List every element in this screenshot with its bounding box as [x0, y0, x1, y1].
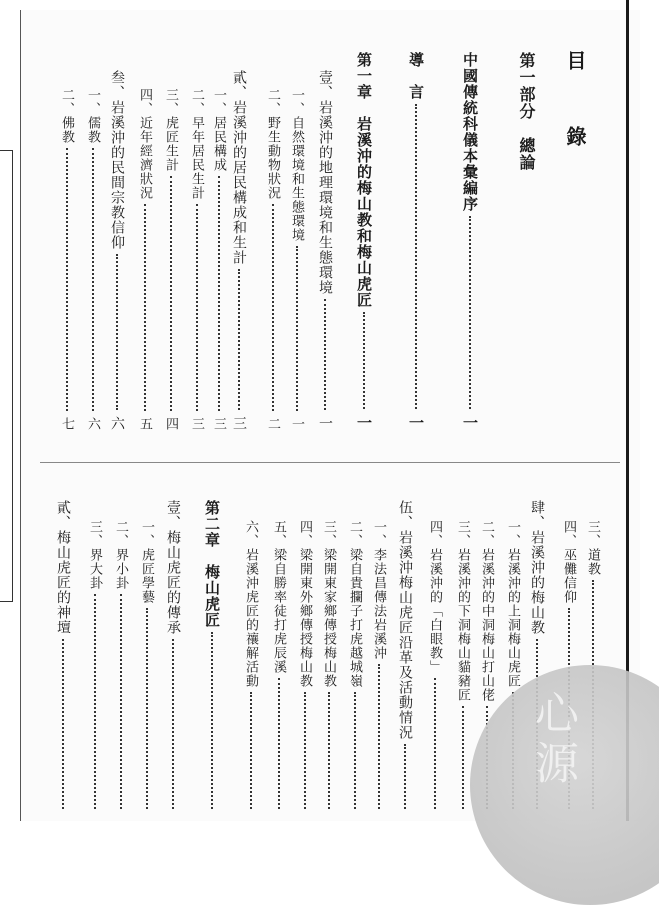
- dot-leader: [94, 594, 96, 809]
- toc-entry-page: 二: [265, 417, 280, 430]
- toc-entry[interactable]: [398, 500, 412, 815]
- dot-leader: [218, 176, 220, 411]
- section-divider: [40, 462, 620, 463]
- toc-entry-title: 三、界大卦: [87, 520, 102, 590]
- dot-leader: [278, 678, 280, 809]
- toc-entry-title: 第一部分 總論: [517, 52, 536, 171]
- toc-entry[interactable]: [166, 500, 180, 815]
- dot-leader: [415, 104, 417, 409]
- toc-entry-title: 五、梁自勝率徒打虎辰溪: [271, 520, 286, 674]
- toc-entry[interactable]: [266, 88, 279, 430]
- dot-leader: [304, 692, 306, 809]
- dot-leader: [170, 176, 172, 411]
- toc-entry[interactable]: [244, 520, 257, 815]
- toc-entry-page: 一: [317, 416, 333, 430]
- dot-leader: [296, 246, 298, 411]
- toc-entry-title: 二、早年居民生計: [189, 88, 204, 200]
- toc-entry[interactable]: [318, 70, 332, 430]
- toc-entry-page: 一: [461, 415, 479, 430]
- toc-entry-title: 一、虎匠學藝: [139, 520, 154, 604]
- toc-entry[interactable]: [114, 520, 127, 815]
- dot-leader: [196, 204, 198, 411]
- toc-entry[interactable]: [110, 70, 124, 430]
- toc-entry[interactable]: [56, 500, 70, 815]
- toc-entry[interactable]: [290, 88, 303, 430]
- toc-entry-title: 一、儒教: [85, 88, 100, 144]
- dot-leader: [469, 216, 471, 409]
- toc-entry[interactable]: [518, 52, 534, 430]
- toc-entry-title: 貳、岩溪沖的居民構成和生計: [231, 70, 247, 265]
- dot-leader: [144, 204, 146, 411]
- toc-entry-title: 一、居民構成: [211, 88, 226, 172]
- toc-entry-title: 一、岩溪沖的上洞梅山虎匠: [505, 520, 520, 688]
- dot-leader: [462, 706, 464, 809]
- dot-leader: [116, 254, 118, 410]
- toc-entry-page: 三: [211, 417, 226, 430]
- toc-entry-page: 三: [231, 416, 247, 430]
- dot-leader: [324, 299, 326, 410]
- toc-entry[interactable]: [456, 520, 469, 815]
- dot-leader: [250, 692, 252, 809]
- toc-entry-title: 二、岩溪沖的中洞梅山打山佬: [479, 520, 494, 702]
- dot-leader: [434, 678, 436, 809]
- toc-entry-title: 叁、岩溪沖的民間宗教信仰: [109, 70, 125, 250]
- toc-entry-page: 六: [109, 416, 125, 430]
- toc-entry-page: 五: [137, 417, 152, 430]
- toc-entry-title: 肆、岩溪沖的梅山教: [529, 500, 545, 635]
- toc-entry-page: 三: [189, 417, 204, 430]
- toc-entry-title: 中國傳統科儀本彙編序: [461, 52, 479, 212]
- dot-leader: [363, 312, 365, 409]
- toc-entry-title: 一、自然環境和生態環境: [289, 88, 304, 242]
- toc-entry[interactable]: [204, 500, 219, 815]
- dot-leader: [92, 148, 94, 411]
- toc-entry-title: 貳、梅山虎匠的神壇: [55, 500, 71, 635]
- toc-entry-title: 四、巫儺信仰: [561, 520, 576, 604]
- toc-entry-title: 二、佛教: [59, 88, 74, 144]
- toc-entry-page: 七: [59, 417, 74, 430]
- toc-entry-page: 六: [85, 417, 100, 430]
- toc-entry[interactable]: [190, 88, 203, 430]
- toc-entry[interactable]: [408, 52, 423, 430]
- toc-entry[interactable]: [428, 520, 441, 815]
- dot-leader: [172, 639, 174, 809]
- dot-leader: [62, 639, 64, 809]
- toc-entry[interactable]: [462, 52, 477, 430]
- toc-entry[interactable]: [88, 520, 101, 815]
- toc-title: 目 錄: [563, 50, 587, 164]
- toc-entry[interactable]: [212, 88, 225, 430]
- toc-entry-title: 壹、岩溪沖的地理環境和生態環境: [317, 70, 333, 295]
- toc-entry[interactable]: [164, 88, 177, 430]
- toc-entry-page: 一: [407, 415, 425, 430]
- toc-entry[interactable]: [322, 520, 335, 815]
- toc-entry-title: 第二章 梅山虎匠: [203, 500, 221, 628]
- toc-entry-title: 四、梁開東外鄉傳授梅山教: [297, 520, 312, 688]
- toc-entry[interactable]: [348, 520, 361, 815]
- toc-entry-title: 四、近年經濟狀況: [137, 88, 152, 200]
- toc-entry-title: 三、梁開東家鄉傳授梅山教: [321, 520, 336, 688]
- dot-leader: [66, 148, 68, 411]
- toc-entry-title: 一、李法昌傳法岩溪沖: [371, 520, 386, 660]
- toc-entry[interactable]: [140, 520, 153, 815]
- toc-entry-page: 四: [163, 417, 178, 430]
- toc-entry[interactable]: [60, 88, 73, 430]
- toc-entry-page: 一: [355, 415, 373, 430]
- dot-leader: [238, 269, 240, 410]
- toc-entry-title: 二、野生動物狀況: [265, 88, 280, 200]
- dot-leader: [354, 692, 356, 809]
- toc-entry[interactable]: [372, 520, 385, 815]
- dot-leader: [120, 594, 122, 809]
- toc-entry[interactable]: [138, 88, 151, 430]
- dot-leader: [404, 744, 406, 809]
- toc-entry-title: 二、梁自貴攔子打虎越城嶺: [347, 520, 362, 688]
- watermark-text: 心源: [527, 690, 578, 790]
- toc-entry-title: 六、岩溪沖虎匠的禳解活動: [243, 520, 258, 688]
- toc-entry[interactable]: [298, 520, 311, 815]
- dot-leader: [211, 632, 213, 809]
- toc-entry[interactable]: [272, 520, 285, 815]
- toc-entry-title: 壹、梅山虎匠的傳承: [165, 500, 181, 635]
- toc-entry[interactable]: [232, 70, 246, 430]
- toc-entry[interactable]: [86, 88, 99, 430]
- left-margin-bracket: [0, 150, 13, 602]
- toc-entry-title: 三、虎匠生計: [163, 88, 178, 172]
- toc-entry-title: 三、道教: [585, 520, 600, 576]
- dot-leader: [328, 692, 330, 809]
- toc-entry[interactable]: [356, 52, 371, 430]
- toc-entry-title: 三、岩溪沖的下洞梅山貓豬匠: [455, 520, 470, 702]
- toc-entry-title: 第一章 岩溪沖的梅山教和梅山虎匠: [355, 52, 373, 308]
- toc-entry-title: 二、界小卦: [113, 520, 128, 590]
- dot-leader: [146, 608, 148, 809]
- toc-entry-title: 四、岩溪沖的「白眼教」: [427, 520, 442, 674]
- dot-leader: [378, 664, 380, 809]
- toc-entry-title: 伍、岩溪沖梅山虎匠沿革及活動情況: [397, 500, 413, 740]
- toc-entry-title: 導 言: [407, 52, 425, 100]
- dot-leader: [272, 204, 274, 411]
- toc-entry-page: 一: [289, 417, 304, 430]
